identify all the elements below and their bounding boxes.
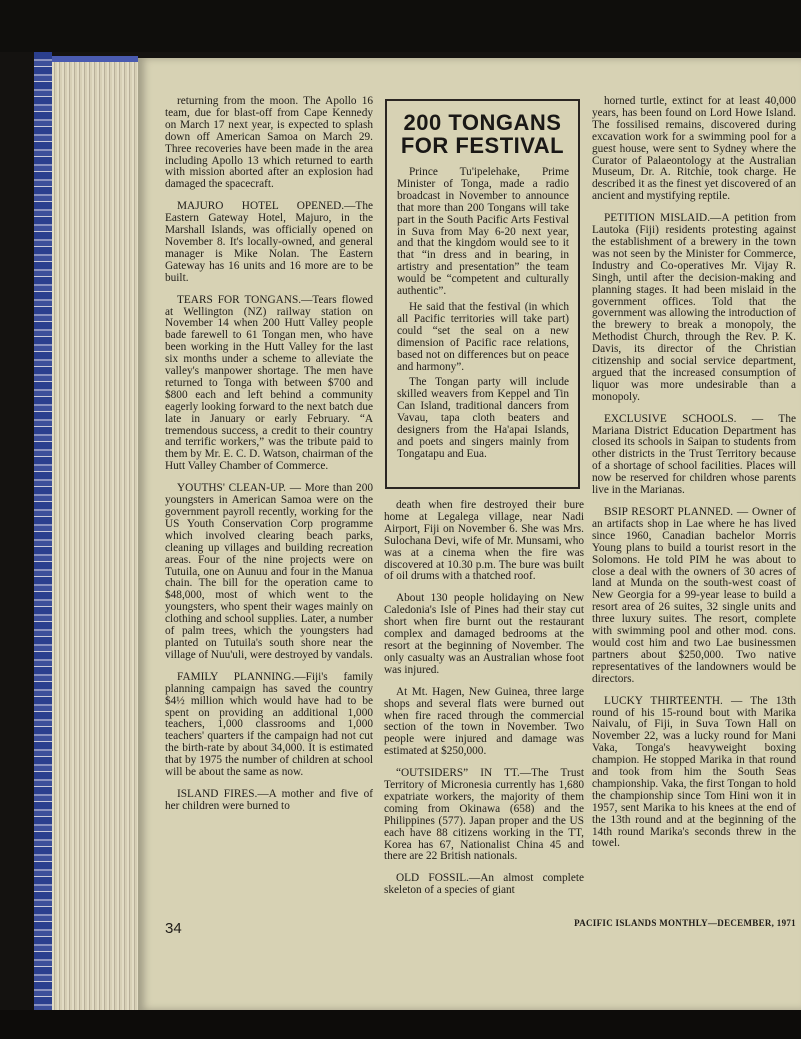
article-paragraph: OLD FOSSIL.—An almost complete skeleton of a species of giant (384, 872, 584, 897)
running-footer: PACIFIC ISLANDS MONTHLY—DECEMBER, 1971 (574, 918, 796, 928)
scan-background-top (0, 0, 801, 52)
article-paragraph: “OUTSIDERS” IN TT.—The Trust Territory of Micronesia currently has 1,680 expatriate workers, the majority of them coming from Okinawa (658) and the Philippines (577). Japan proper and the US each have 88 citizens working in the TT, Korea has 67, Nationalist China 45 and there are 22 British nationals. (384, 767, 584, 863)
column-3 (592, 96, 796, 860)
article-paragraph: MAJURO HOTEL OPENED.—The Eastern Gateway Hotel, Majuro, in the Marshall Islands, was officially opened on November 8. It's locally-owned, and general manager is Mike Nolan. The Eastern Gateway has 16 units and 16 more are to be built. (165, 200, 373, 284)
book-binding (34, 52, 52, 1010)
article-paragraph: death when fire destroyed their bure home at Legalega village, near Nadi Airport, Fiji on November 6. She was Mrs. Sulochana Devi, wife of Mr. Munsami, who was at a cinema when the fire was discovered at 10.30 p.m. The bure was built of oil drums with a thatched roof. (384, 499, 584, 583)
boxed-article (385, 99, 580, 489)
article-paragraph: About 130 people holidaying on New Caledonia's Isle of Pines had their stay cut short when fire burnt out the restaurant complex and damaged bedrooms at the resort at the beginning of November. The only casualty was an Australian whose foot was injured. (384, 592, 584, 676)
article-paragraph: TEARS FOR TONGANS.—Tears flowed at Wellington (NZ) railway station on November 14 when 200 Hutt Valley people bade farewell to 61 Tongan men, who have been working in the Hutt Valley for the last six months under a scheme to alleviate the valley's manpower shortage. The men have returned to Tonga with between $700 and $800 each and left behind a community eagerly looking forward to the next batch due late in January or early February. “A tremendous success, a credit to their country and terrific workers,” was the tribute paid to them by Mr. E. C. D. Watson, chairman of the Hutt Valley Chamber of Commerce. (165, 293, 373, 473)
article-paragraph: FAMILY PLANNING.—Fiji's family planning campaign has saved the country $4½ million which would have had to be spent on providing an additional 1,000 teachers, 1,000 classrooms and 1,000 teachers' quarters if the campaign had not cut the birth-rate by about 34,000. It is estimated that by 1975 the number of children at school will be about the same as now. (165, 670, 373, 779)
boxed-article-body (387, 167, 578, 461)
column-2 (384, 500, 584, 907)
article-paragraph: PETITION MISLAID.—A petition from Lautoka (Fiji) residents protesting against the establishment of a brewery in the town was not seen by the Minister for Commerce, Industry and Co-operatives Mr. Vijay R. Singh, until after the decision-making and planning stages. It had been mislaid in the government offices. Told that the government was allowing the introduction of the brewery to break a monopoly, the Methodist Church, through the Rev. P. K. Davis, its director of the Christian citizenship and social service department, argued that the increased consumption of liquor was more undesirable than a monopoly. (592, 212, 796, 403)
headline-line-2: FOR FESTIVAL (400, 133, 565, 158)
article-paragraph: horned turtle, extinct for at least 40,000 years, has been found on Lord Howe Island. The fossilised remains, discovered during excavation work for a swimming pool for a guest house, were sent to Sydney where the Curator of Palaeontology at the Australian Museum, Dr. A. Ritchie, took charge. He described it as the finest yet discovered of an ancient and mystifying reptile. (592, 95, 796, 203)
article-paragraph: BSIP RESORT PLANNED. — Owner of an artifacts shop in Lae where he has lived since 1960, Canadian bachelor Morris Young plans to build a tourist resort in the Solomons. He told PIM he was about to close a deal with the owners of 30 acres of land at Munda on the south-west coast of New Georgia for a 99-year lease to build a resort area of 26 suites, 32 single units and three luxury suites. The resort, complete with swimming pool and other mod. cons. would cost him and two Lae businessmen partners about $250,000. Two native representatives of the landowners would be directors. (592, 506, 796, 685)
column-1 (165, 96, 373, 823)
article-paragraph: EXCLUSIVE SCHOOLS. — The Mariana District Education Department has closed its schools in Saipan to students from other districts in the Trust Territory because of a shortage of school facilities. Places will now be reserved for children whose parents live in the Marianas. (592, 412, 796, 497)
article-paragraph: The Tongan party will include skilled weavers from Keppel and Tin Can Island, traditional dancers from Vavau, tapa cloth beaters and designers from the Ha'apai Islands, and poets and singers mainly from Tongatapu and Eua. (397, 376, 569, 460)
page-edges (52, 56, 138, 1010)
scan-background-bottom (0, 1010, 801, 1039)
article-paragraph: returning from the moon. The Apollo 16 team, due for blast-off from Cape Kennedy on March 17 next year, is expected to splash down off American Samoa on March 29. Three recoveries have been made in the area including Apollo 13 which returned to earth with mission aborted after an explosion had damaged the spacecraft. (165, 95, 373, 191)
article-paragraph: LUCKY THIRTEENTH. — The 13th round of his 15-round bout with Marika Naivalu, of Fiji, in Suva Town Hall on November 22, was a lucky round for Mani Vaka, Tonga's heavyweight boxing champion. He stopped Marika in that round and took from him the South Seas championship. Vaka, the first Tongan to hold the championship since Tom Hini won it in 1957, sent Marika to his knees at the end of the 13th round and at the beginning of the 14th round Marika's seconds threw in the towel. (592, 694, 796, 850)
article-paragraph: He said that the festival (in which all Pacific territories will take part) could “set the seal on a new dimension of Pacific race relations, based not on differences but on peace and harmony”. (397, 300, 569, 373)
article-paragraph: Prince Tu'ipelehake, Prime Minister of Tonga, made a radio broadcast in November to announce that more than 200 Tongans will take part in the South Pacific Arts Festival in Suva from May 6-20 next year, and that the kingdom would see to it that “in dress and in bearing, in artistry and presentation” the team would be “competent and culturally authentic”. (397, 166, 569, 298)
boxed-article-headline (393, 111, 572, 157)
page-number: 34 (165, 920, 182, 937)
article-paragraph: At Mt. Hagen, New Guinea, three large shops and several flats were burned out when fire raced through the commercial section of the town in November. Two people were injured and damage was estimated at $250,000. (384, 685, 584, 758)
article-paragraph: ISLAND FIRES.—A mother and five of her children were burned to (165, 787, 373, 812)
headline-line-1: 200 TONGANS (403, 110, 562, 135)
article-paragraph: YOUTHS' CLEAN-UP. — More than 200 youngsters in American Samoa were on the government payroll recently, working for the US Youth Conservation Corp programme which involved clearing beach parks, cleaning up villages and building recreation areas. Four of the nine projects were on Tutuila, one on Aunuu and four in the Manua chain. The bill for the operation came to $48,000, most of which went to the youngsters, who spent their wages mainly on clothing and school supplies. Later, a number of palm trees, which the youngsters had planted on Tutuila's south shore near the village of Nuu'uli, were destroyed by vandals. (165, 482, 373, 661)
